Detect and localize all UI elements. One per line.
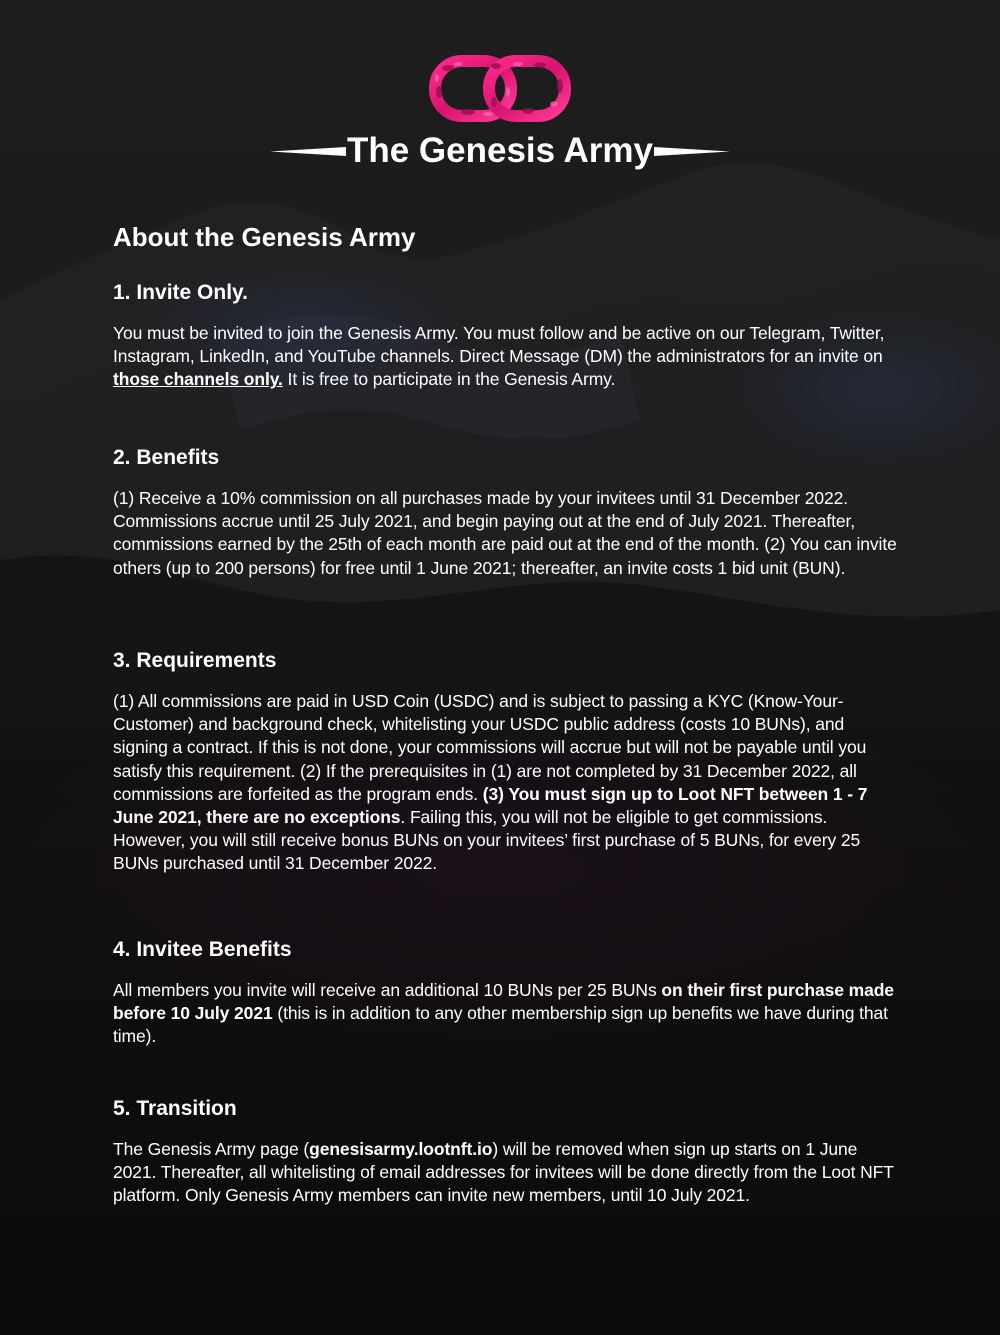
section-body <box>113 690 903 876</box>
section-text: It is free to participate in the Genesis Army. <box>282 369 616 390</box>
title-divider-right <box>654 147 730 156</box>
section-title: 1. Invite Only. <box>113 281 248 304</box>
section-text: ) will be removed when sign up starts on 1 June 2021. Thereafter, all whitelisting of email addresses for invitees will be done directly from the Loot NFT platform. Only Genesis Army members can invite new members, until 10 July 2021. <box>113 1139 894 1206</box>
section-title: 4. Invitee Benefits <box>113 938 292 961</box>
section-text: . Failing this, you will not be eligible to get commissions. However, you will still receive bonus BUNs on your invitees’ first purchase of 5 BUNs, for every 25 BUNs purchased until 31 December 2022. <box>113 807 861 874</box>
section-invite-only <box>113 278 903 392</box>
section-text: You must be invited to join the Genesis Army. You must follow and be active on our Telegram, Twitter, Instagram, LinkedIn, and YouTube channels. Direct Message (DM) the administrators for an invite on <box>113 323 885 367</box>
section-body <box>113 979 903 1049</box>
those-channels-only-link[interactable]: those channels only. <box>113 369 283 390</box>
site-title: The Genesis Army <box>346 131 654 170</box>
section-body <box>113 487 903 580</box>
section-body <box>113 1138 903 1208</box>
section-text: All members you invite will receive an additional 10 BUNs per 25 BUNs <box>113 980 662 1000</box>
page-heading: About the Genesis Army <box>113 222 416 252</box>
section-transition <box>113 1094 903 1208</box>
section-body <box>113 322 903 392</box>
section-title: 5. Transition <box>113 1097 237 1120</box>
interlocked-rings-logo-icon <box>428 52 572 124</box>
site-header <box>0 50 1000 180</box>
section-benefits <box>113 443 903 580</box>
section-title: 2. Benefits <box>113 446 220 469</box>
section-text: The Genesis Army page ( <box>113 1139 310 1159</box>
section-requirements <box>113 646 903 876</box>
genesis-army-url: genesisarmy.lootnft.io <box>309 1139 493 1159</box>
section-text: (1) Receive a 10% commission on all purchases made by your invitees until 31 December 2022. Commissions accrue until 25 July 2021, and begin paying out at the end of July 2021. Thereafter, commissions earned by the 25th of each month are paid out at the end of the month. (2) You can invite others (up to 200 persons) for free until 1 June 2021; thereafter, an invite costs 1 bid unit (BUN). <box>113 488 897 578</box>
title-divider-left <box>270 147 346 156</box>
section-emphasis: on their first purchase made before 10 July 2021 <box>113 980 894 1024</box>
section-title: 3. Requirements <box>113 649 277 672</box>
section-invitee-benefits <box>113 935 903 1049</box>
section-emphasis: (3) You must sign up to Loot NFT between 1 - 7 June 2021, there are no exceptions <box>113 783 868 828</box>
section-text: (1) All commissions are paid in USD Coin (USDC) and is subject to passing a KYC (Know-Your-Customer) and background check, whitelisting your USDC public address (costs 10 BUNs), and signing a contract. If this is not done, your commissions will accrue but will not be payable until you satisfy this requirement. (2) If the prerequisites in (1) are not completed by 31 December 2022, all commissions are forfeited as the program ends. <box>113 691 867 804</box>
site-title-row <box>0 126 1000 176</box>
section-text: (this is in addition to any other membership sign up benefits we have during that time). <box>113 1003 888 1047</box>
